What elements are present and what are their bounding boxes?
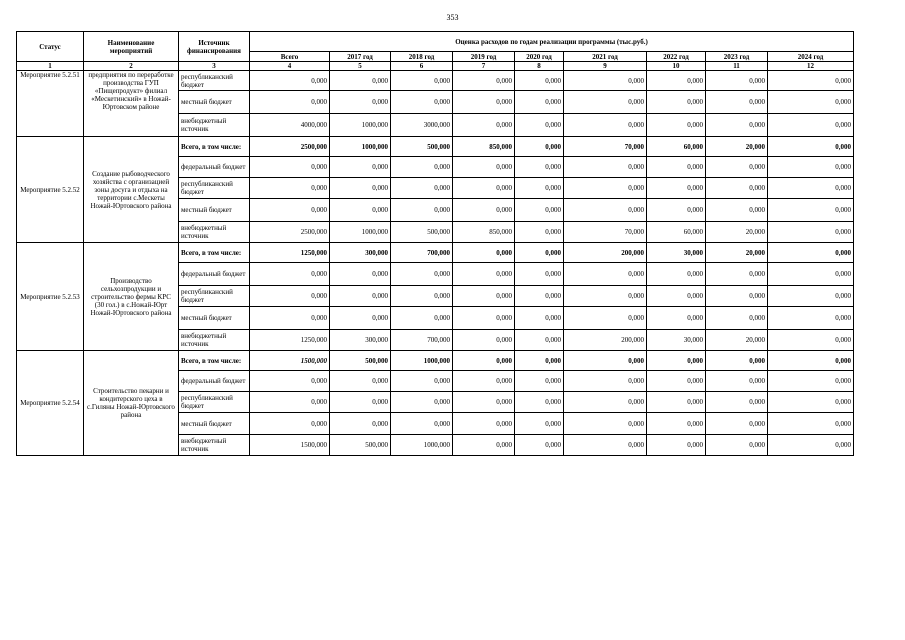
value-year: 0,000: [515, 371, 564, 392]
column-number: 1: [17, 62, 84, 71]
funding-source: внебюджетный источник: [179, 222, 250, 243]
funding-source: внебюджетный источник: [179, 114, 250, 137]
value-year: 0,000: [647, 157, 706, 178]
value-year: 0,000: [391, 263, 453, 286]
value-year: 1000,000: [391, 435, 453, 456]
value-total: 4000,000: [250, 114, 330, 137]
value-total: 0,000: [250, 157, 330, 178]
value-year: 0,000: [706, 199, 768, 222]
value-year: 0,000: [647, 178, 706, 199]
value-total: 0,000: [250, 371, 330, 392]
value-year: 200,000: [564, 243, 647, 263]
value-year: 0,000: [515, 263, 564, 286]
value-year: 0,000: [768, 91, 854, 114]
value-year: 0,000: [706, 178, 768, 199]
value-year: 0,000: [647, 91, 706, 114]
value-year: 0,000: [391, 71, 453, 91]
value-total: 0,000: [250, 263, 330, 286]
header-year: 2023 год: [706, 52, 768, 62]
value-year: 0,000: [453, 330, 515, 351]
value-year: 0,000: [706, 263, 768, 286]
header-year: 2019 год: [453, 52, 515, 62]
value-year: 0,000: [768, 71, 854, 91]
measure-name: предприятия по переработке производства ГУП «Пищепродукт» филиал «Мескетинский» в Ножай-Юртовском районе: [84, 71, 179, 137]
page-number: 353: [446, 13, 459, 22]
value-year: 500,000: [330, 351, 391, 371]
value-total: 2500,000: [250, 137, 330, 157]
value-year: 0,000: [330, 157, 391, 178]
value-year: 0,000: [647, 371, 706, 392]
value-year: 0,000: [453, 263, 515, 286]
value-year: 0,000: [330, 91, 391, 114]
value-year: 0,000: [706, 71, 768, 91]
value-year: 0,000: [564, 435, 647, 456]
value-year: 0,000: [647, 199, 706, 222]
value-year: 0,000: [391, 286, 453, 307]
value-year: 0,000: [515, 71, 564, 91]
value-year: 30,000: [647, 330, 706, 351]
value-year: 0,000: [391, 199, 453, 222]
funding-total-label: Всего, в том числе:: [179, 243, 250, 263]
value-year: 0,000: [706, 91, 768, 114]
value-year: 0,000: [453, 351, 515, 371]
value-year: 0,000: [768, 435, 854, 456]
column-number: 11: [706, 62, 768, 71]
value-total: 0,000: [250, 286, 330, 307]
value-year: 0,000: [706, 286, 768, 307]
measure-name: Производство сельхозпродукции и строительство фермы КРС (30 гол.) в с.Ножай-Юрт Ножай-Юртовского района: [84, 243, 179, 351]
value-year: 0,000: [453, 157, 515, 178]
value-year: 0,000: [564, 91, 647, 114]
value-year: 0,000: [647, 71, 706, 91]
value-year: 700,000: [391, 330, 453, 351]
value-year: 0,000: [647, 307, 706, 330]
header-year: 2018 год: [391, 52, 453, 62]
value-year: 0,000: [391, 178, 453, 199]
value-year: 0,000: [564, 286, 647, 307]
funding-source: республиканский бюджет: [179, 392, 250, 413]
funding-total-label: Всего, в том числе:: [179, 351, 250, 371]
header-source: Источник финансирования: [179, 32, 250, 62]
column-number: 2: [84, 62, 179, 71]
value-year: 60,000: [647, 137, 706, 157]
value-year: 850,000: [453, 222, 515, 243]
value-year: 0,000: [515, 243, 564, 263]
column-number: 5: [330, 62, 391, 71]
value-year: 0,000: [647, 351, 706, 371]
value-year: 0,000: [564, 307, 647, 330]
value-year: 0,000: [453, 392, 515, 413]
value-year: 0,000: [330, 392, 391, 413]
value-year: 200,000: [564, 330, 647, 351]
value-year: 0,000: [706, 114, 768, 137]
header-year: 2022 год: [647, 52, 706, 62]
funding-source: федеральный бюджет: [179, 157, 250, 178]
value-year: 0,000: [515, 222, 564, 243]
value-year: 0,000: [515, 286, 564, 307]
funding-source: республиканский бюджет: [179, 178, 250, 199]
value-year: 1000,000: [391, 351, 453, 371]
value-year: 0,000: [706, 371, 768, 392]
value-year: 1000,000: [330, 222, 391, 243]
measure-status: Мероприятие 5.2.51: [17, 71, 84, 137]
value-year: 0,000: [647, 286, 706, 307]
header-total: Всего: [250, 52, 330, 62]
funding-source: местный бюджет: [179, 91, 250, 114]
value-year: 20,000: [706, 243, 768, 263]
value-year: 0,000: [768, 243, 854, 263]
value-year: 0,000: [647, 435, 706, 456]
value-year: 0,000: [564, 392, 647, 413]
value-year: 850,000: [453, 137, 515, 157]
header-year: 2024 год: [768, 52, 854, 62]
value-year: 0,000: [768, 330, 854, 351]
funding-source: местный бюджет: [179, 413, 250, 435]
value-year: 0,000: [564, 178, 647, 199]
table-row: [17, 71, 854, 91]
value-year: 0,000: [330, 286, 391, 307]
value-year: 0,000: [564, 199, 647, 222]
value-year: 0,000: [768, 413, 854, 435]
value-year: 0,000: [515, 199, 564, 222]
value-year: 0,000: [330, 413, 391, 435]
value-total: 0,000: [250, 199, 330, 222]
table-row: [17, 137, 854, 157]
value-year: 300,000: [330, 243, 391, 263]
measure-status: Мероприятие 5.2.54: [17, 351, 84, 456]
value-year: 0,000: [453, 243, 515, 263]
value-year: 0,000: [391, 392, 453, 413]
header-year: 2017 год: [330, 52, 391, 62]
value-year: 0,000: [768, 157, 854, 178]
value-total: 0,000: [250, 178, 330, 199]
value-total: 1500,000: [250, 435, 330, 456]
value-year: 0,000: [564, 157, 647, 178]
column-number: 7: [453, 62, 515, 71]
value-year: 500,000: [391, 137, 453, 157]
value-year: 0,000: [453, 413, 515, 435]
value-year: 0,000: [391, 371, 453, 392]
value-year: 0,000: [564, 413, 647, 435]
table-row: [17, 243, 854, 263]
funding-total-label: Всего, в том числе:: [179, 137, 250, 157]
value-year: 0,000: [768, 371, 854, 392]
value-year: 300,000: [330, 330, 391, 351]
value-year: 500,000: [330, 435, 391, 456]
value-total: 1250,000: [250, 330, 330, 351]
funding-source: федеральный бюджет: [179, 263, 250, 286]
value-year: 3000,000: [391, 114, 453, 137]
value-year: 20,000: [706, 330, 768, 351]
value-year: 0,000: [706, 413, 768, 435]
value-year: 0,000: [564, 263, 647, 286]
value-year: 0,000: [453, 199, 515, 222]
funding-source: республиканский бюджет: [179, 286, 250, 307]
value-year: 0,000: [768, 114, 854, 137]
value-year: 0,000: [391, 157, 453, 178]
value-year: 1000,000: [330, 114, 391, 137]
value-year: 0,000: [768, 178, 854, 199]
value-year: 0,000: [330, 71, 391, 91]
value-year: 0,000: [453, 71, 515, 91]
value-year: 0,000: [706, 392, 768, 413]
value-year: 0,000: [768, 199, 854, 222]
funding-source: местный бюджет: [179, 307, 250, 330]
funding-source: республиканский бюджет: [179, 71, 250, 91]
value-year: 0,000: [768, 351, 854, 371]
funding-source: федеральный бюджет: [179, 371, 250, 392]
value-year: 0,000: [330, 178, 391, 199]
value-total: 2500,000: [250, 222, 330, 243]
value-year: 0,000: [647, 392, 706, 413]
column-number: 4: [250, 62, 330, 71]
value-year: 0,000: [391, 413, 453, 435]
header-status: Статус: [17, 32, 84, 62]
value-year: 0,000: [453, 307, 515, 330]
value-year: 0,000: [453, 286, 515, 307]
measure-name: Строительство пекарни и кондитерского цеха в с.Гиляны Ножай-Юртовского района: [84, 351, 179, 456]
value-year: 0,000: [768, 222, 854, 243]
funding-source: внебюджетный источник: [179, 435, 250, 456]
column-number: 6: [391, 62, 453, 71]
header-name: Наименование мероприятий: [84, 32, 179, 62]
value-year: 0,000: [647, 413, 706, 435]
value-year: 20,000: [706, 137, 768, 157]
value-total: 0,000: [250, 413, 330, 435]
value-year: 0,000: [647, 114, 706, 137]
value-year: 70,000: [564, 222, 647, 243]
value-year: 0,000: [706, 435, 768, 456]
value-total: 0,000: [250, 392, 330, 413]
column-number: 3: [179, 62, 250, 71]
funding-source: местный бюджет: [179, 199, 250, 222]
measure-status: Мероприятие 5.2.52: [17, 137, 84, 243]
header-estimate: Оценка расходов по годам реализации программы (тыс.руб.): [250, 32, 854, 52]
value-year: 0,000: [515, 157, 564, 178]
value-year: 500,000: [391, 222, 453, 243]
value-year: 0,000: [515, 330, 564, 351]
value-year: 0,000: [453, 91, 515, 114]
value-year: 0,000: [515, 178, 564, 199]
value-year: 0,000: [564, 114, 647, 137]
value-year: 0,000: [647, 263, 706, 286]
value-year: 0,000: [515, 351, 564, 371]
value-total: 0,000: [250, 71, 330, 91]
header-year: 2020 год: [515, 52, 564, 62]
value-year: 0,000: [768, 392, 854, 413]
header-year: 2021 год: [564, 52, 647, 62]
column-number: 12: [768, 62, 854, 71]
value-year: 0,000: [768, 307, 854, 330]
value-year: 0,000: [330, 307, 391, 330]
value-year: 0,000: [768, 263, 854, 286]
value-year: 0,000: [706, 307, 768, 330]
value-year: 20,000: [706, 222, 768, 243]
value-year: 30,000: [647, 243, 706, 263]
value-year: 0,000: [564, 351, 647, 371]
value-year: 0,000: [453, 178, 515, 199]
value-year: 0,000: [515, 307, 564, 330]
value-year: 0,000: [330, 371, 391, 392]
value-year: 0,000: [768, 286, 854, 307]
value-year: 0,000: [515, 413, 564, 435]
value-year: 0,000: [391, 91, 453, 114]
expense-table: [16, 31, 854, 456]
value-year: 700,000: [391, 243, 453, 263]
value-year: 0,000: [515, 91, 564, 114]
value-year: 0,000: [564, 71, 647, 91]
value-total: 1250,000: [250, 243, 330, 263]
measure-name: Создание рыбоводческого хозяйства с организацией зоны досуга и отдыха на территории с.Мескеты Ножай-Юртовского района: [84, 137, 179, 243]
value-year: 1000,000: [330, 137, 391, 157]
value-year: 0,000: [515, 435, 564, 456]
value-year: 0,000: [453, 371, 515, 392]
value-year: 0,000: [706, 157, 768, 178]
value-year: 0,000: [391, 307, 453, 330]
value-year: 70,000: [564, 137, 647, 157]
measure-status: Мероприятие 5.2.53: [17, 243, 84, 351]
value-total: 0,000: [250, 307, 330, 330]
value-year: 0,000: [515, 392, 564, 413]
table-row: [17, 351, 854, 371]
column-number: 9: [564, 62, 647, 71]
column-number: 10: [647, 62, 706, 71]
value-total: 0,000: [250, 91, 330, 114]
value-year: 0,000: [453, 114, 515, 137]
value-year: 0,000: [706, 351, 768, 371]
value-year: 0,000: [564, 371, 647, 392]
value-year: 0,000: [515, 137, 564, 157]
value-year: 60,000: [647, 222, 706, 243]
value-year: 0,000: [768, 137, 854, 157]
value-year: 0,000: [515, 114, 564, 137]
value-total: 1500,000: [250, 351, 330, 371]
value-year: 0,000: [453, 435, 515, 456]
value-year: 0,000: [330, 263, 391, 286]
column-number: 8: [515, 62, 564, 71]
funding-source: внебюджетный источник: [179, 330, 250, 351]
value-year: 0,000: [330, 199, 391, 222]
